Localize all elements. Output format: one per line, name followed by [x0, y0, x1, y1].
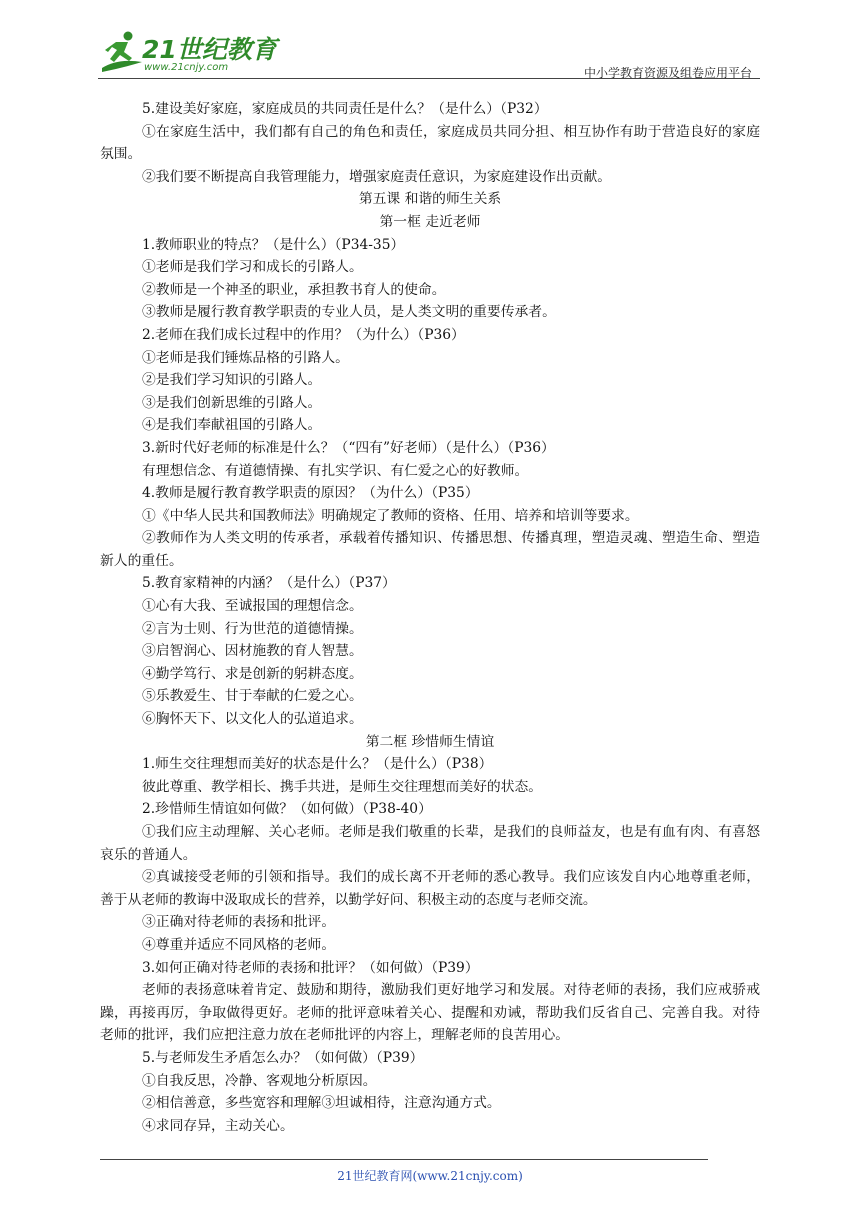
text-line: ①心有大我、至诚报国的理想信念。 — [142, 598, 363, 615]
text-line: ④是我们奉献祖国的引路人。 — [142, 417, 322, 434]
text-line: ①《中华人民共和国教师法》明确规定了教师的资格、任用、培养和培训等要求。 — [142, 507, 639, 524]
document-body — [100, 98, 760, 1137]
footer-divider — [100, 1159, 708, 1160]
question-line: 3.如何正确对待老师的表扬和批评？（如何做）（P39） — [142, 959, 479, 976]
text-line: ⑤乐教爱生、甘于奉献的仁爱之心。 — [142, 688, 363, 705]
text-line: ②言为士则、行为世范的道德情操。 — [142, 620, 363, 637]
header-divider — [98, 78, 760, 79]
text-line: ③启智润心、因材施教的育人智慧。 — [142, 643, 363, 660]
section-heading: 第二框 珍惜师生情谊 — [365, 733, 495, 750]
question-line: 1.教师职业的特点？（是什么）（P34-35） — [142, 236, 405, 253]
text-line: 5.建设美好家庭，家庭成员的共同责任是什么？（是什么）（P32） — [142, 101, 548, 117]
lesson-heading: 第五课 和谐的师生关系 — [358, 191, 502, 208]
text-line: ③正确对待老师的表扬和批评。 — [142, 914, 336, 931]
text-line: ①我们应主动理解、关心老师。老师是我们敬重的长辈，是我们的良师益友，也是有血有肉、有喜怒哀乐的普通人。 — [100, 824, 760, 863]
text-line: ②教师是一个神圣的职业，承担教书育人的使命。 — [142, 281, 446, 298]
question-line: 2.珍惜师生情谊如何做？（如何做）（P38-40） — [142, 801, 432, 818]
logo-text: 21世纪教育 — [142, 35, 277, 64]
question-line: 1.师生交往理想而美好的状态是什么？（是什么）（P38） — [142, 756, 493, 773]
logo-url: www.21cnjy.com — [144, 62, 229, 73]
text-line: ①自我反思，冷静、客观地分析原因。 — [142, 1072, 377, 1089]
text-line: ②是我们学习知识的引路人。 — [142, 372, 322, 389]
text-line: 老师的表扬意味着肯定、鼓励和期待，激励我们更好地学习和发展。对待老师的表扬，我们应戒骄戒躁，再接再厉，争取做得更好。老师的批评意味着关心、提醒和劝诫，帮助我们反省自己、完善自我。对待老师的批评，我们应把注意力放在老师批评的内容上，理解老师的良苦用心。 — [100, 982, 760, 1044]
text-line: ②我们要不断提高自我管理能力，增强家庭责任意识，为家庭建设作出贡献。 — [142, 168, 612, 185]
question-line: 4.教师是履行教育教学职责的原因？（为什么）（P35） — [142, 485, 479, 502]
question-line: 2.老师在我们成长过程中的作用？（为什么）（P36） — [142, 326, 465, 343]
question-line: 3.新时代好老师的标准是什么？（“四有”好老师）（是什么）（P36） — [142, 439, 555, 456]
page-header — [98, 28, 760, 80]
text-line: ①老师是我们学习和成长的引路人。 — [142, 259, 363, 276]
site-slogan: 中小学教育资源及组卷应用平台 — [583, 66, 752, 80]
question-line: 5.教育家精神的内涵？（是什么）（P37） — [142, 575, 396, 592]
text-line: 彼此尊重、教学相长、携手共进，是师生交往理想而美好的状态。 — [142, 778, 543, 795]
text-line: ④尊重并适应不同风格的老师。 — [142, 936, 336, 953]
text-line: ②教师作为人类文明的传承者，承载着传播知识、传播思想、传播真理，塑造灵魂、塑造生命、塑造新人的重任。 — [100, 530, 760, 569]
text-line: 有理想信念、有道德情操、有扎实学识、有仁爱之心的好教师。 — [142, 462, 529, 479]
text-line: ①老师是我们锤炼品格的引路人。 — [142, 349, 349, 366]
text-line: ②真诚接受老师的引领和指导。我们的成长离不开老师的悉心教导。我们应该发自内心地尊重老师，善于从老师的教诲中汲取成长的营养，以勤学好问、积极主动的态度与老师交流。 — [100, 869, 760, 908]
section-heading: 第一框 走近老师 — [379, 213, 481, 230]
footer-text: 21世纪教育网(www.21cnjy.com) — [337, 1169, 523, 1183]
runner-logo-icon — [98, 28, 146, 76]
text-line: ①在家庭生活中，我们都有自己的角色和责任，家庭成员共同分担、相互协作有助于营造良好的家庭氛围。 — [100, 123, 760, 163]
text-line: ④勤学笃行、求是创新的躬耕态度。 — [142, 665, 363, 682]
text-line: ②相信善意，多些宽容和理解③坦诚相待，注意沟通方式。 — [142, 1095, 501, 1112]
text-line: ④求同存异，主动关心。 — [142, 1117, 294, 1134]
text-line: ③教师是履行教育教学职责的专业人员，是人类文明的重要传承者。 — [142, 304, 556, 321]
question-line: 5.与老师发生矛盾怎么办？（如何做）（P39） — [142, 1049, 424, 1066]
text-line: ⑥胸怀天下、以文化人的弘道追求。 — [142, 711, 363, 728]
logo — [98, 28, 288, 78]
text-line: ③是我们创新思维的引路人。 — [142, 394, 322, 411]
